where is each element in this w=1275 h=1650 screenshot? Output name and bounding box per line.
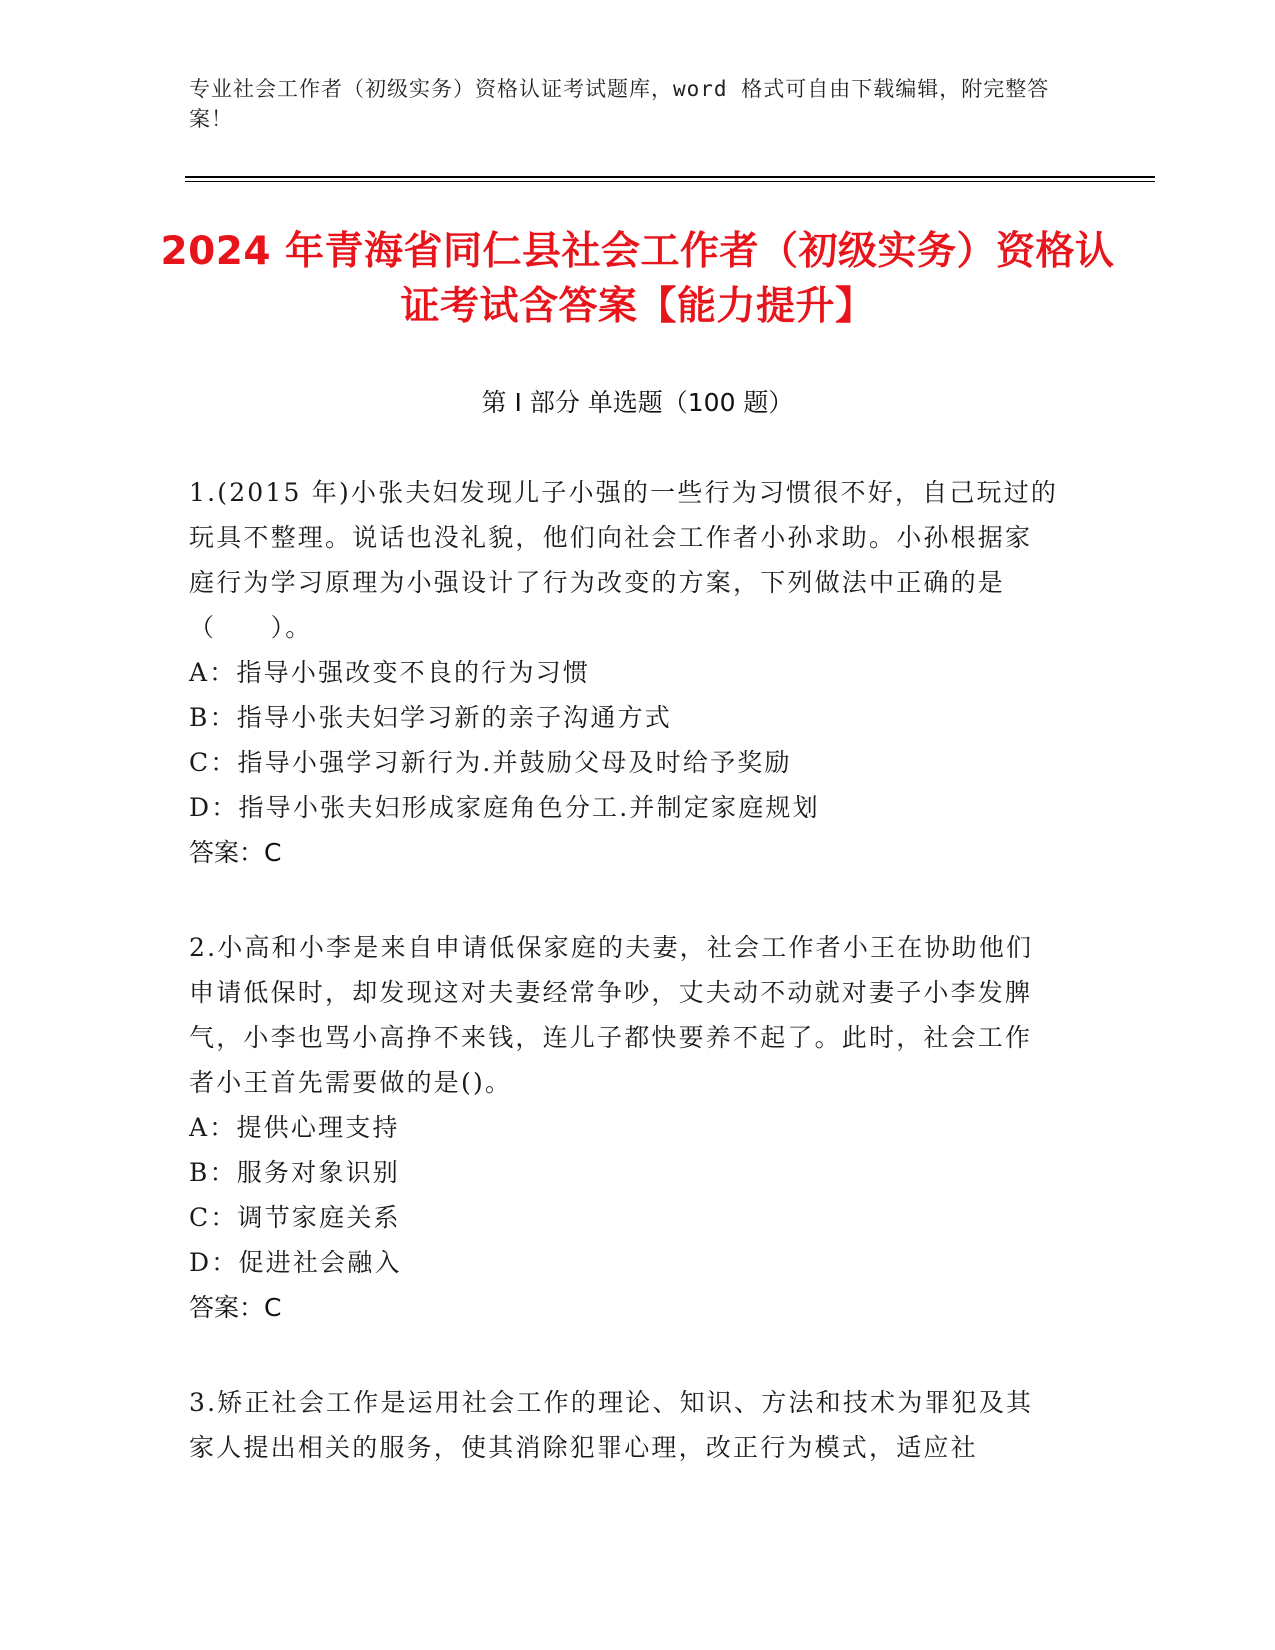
question-2 bbox=[189, 925, 1059, 1330]
option-a: A：指导小强改变不良的行为习惯 bbox=[189, 658, 591, 687]
header-rule-thick bbox=[185, 176, 1155, 178]
option-a: A：提供心理支持 bbox=[189, 1113, 400, 1142]
option-b: B：指导小张夫妇学习新的亲子沟通方式 bbox=[189, 703, 672, 732]
question-list bbox=[189, 470, 1059, 1520]
option-b: B：服务对象识别 bbox=[189, 1158, 400, 1187]
question-stem: 2.小高和小李是来自申请低保家庭的夫妻，社会工作者小王在协助他们申请低保时，却发现这对夫妻经常争吵，丈夫动不动就对妻子小李发脾气，小李也骂小高挣不来钱，连儿子都快要养不起了。此时，社会工作者小王首先需要做的是()。 bbox=[189, 933, 1034, 1097]
answer-line: 答案：C bbox=[189, 838, 282, 867]
option-d: D：指导小张夫妇形成家庭角色分工.并制定家庭规划 bbox=[189, 793, 820, 822]
document-title: 2024 年青海省同仁县社会工作者（初级实务）资格认证考试含答案【能力提升】 bbox=[160, 229, 1115, 329]
section-heading: 第 I 部分 单选题（100 题） bbox=[481, 388, 794, 417]
header-note: 专业社会工作者（初级实务）资格认证考试题库，word 格式可自由下载编辑，附完整答案！ bbox=[189, 77, 1050, 131]
question-3 bbox=[189, 1380, 1059, 1470]
option-c: C：指导小强学习新行为.并鼓励父母及时给予奖励 bbox=[189, 748, 792, 777]
option-c: C：调节家庭关系 bbox=[189, 1203, 401, 1232]
option-d: D：促进社会融入 bbox=[189, 1248, 402, 1277]
header-rule-thin bbox=[185, 181, 1155, 182]
answer-line: 答案：C bbox=[189, 1293, 282, 1322]
question-1 bbox=[189, 470, 1059, 875]
question-stem: 1.(2015 年)小张夫妇发现儿子小强的一些行为习惯很不好，自己玩过的玩具不整理。说话也没礼貌，他们向社会工作者小孙求助。小孙根据家庭行为学习原理为小强设计了行为改变的方案，下列做法中正确的是（ ）。 bbox=[189, 478, 1059, 642]
question-stem: 3.矫正社会工作是运用社会工作的理论、知识、方法和技术为罪犯及其家人提出相关的服务，使其消除犯罪心理，改正行为模式，适应社 bbox=[189, 1388, 1034, 1462]
